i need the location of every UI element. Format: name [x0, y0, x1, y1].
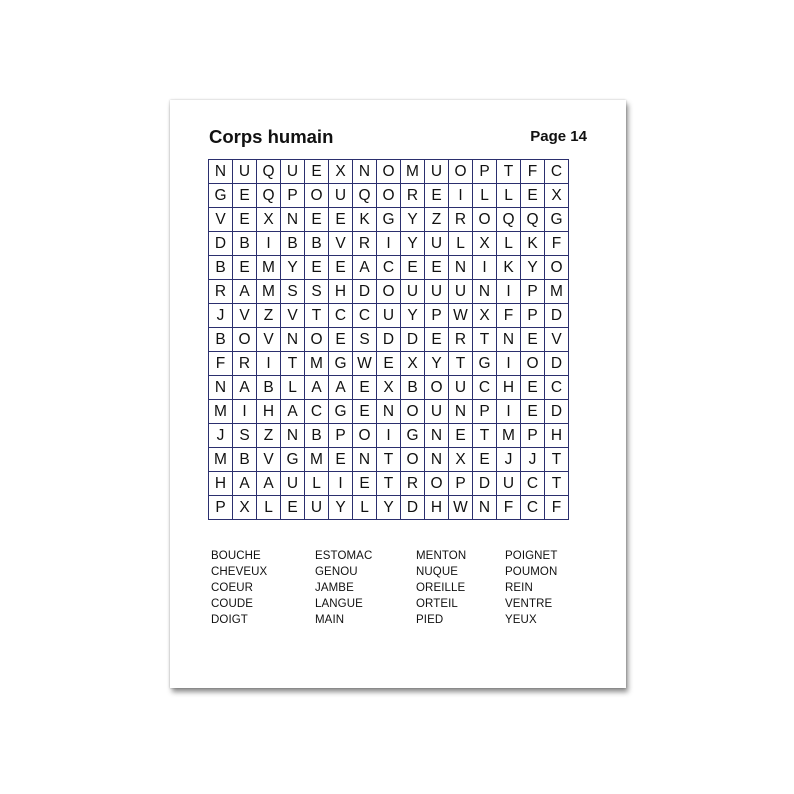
grid-cell: R: [449, 208, 473, 232]
grid-cell: O: [401, 400, 425, 424]
grid-cell: O: [377, 184, 401, 208]
grid-cell: X: [233, 496, 257, 520]
grid-cell: Q: [497, 208, 521, 232]
grid-cell: I: [329, 472, 353, 496]
grid-cell: G: [281, 448, 305, 472]
word-item: DOIGT: [211, 614, 248, 626]
grid-cell: N: [281, 424, 305, 448]
word-item: YEUX: [505, 614, 537, 626]
grid-cell: Z: [257, 424, 281, 448]
grid-cell: E: [233, 208, 257, 232]
word-item: COEUR: [211, 582, 254, 594]
grid-cell: M: [257, 280, 281, 304]
grid-cell: D: [209, 232, 233, 256]
grid-cell: X: [377, 376, 401, 400]
grid-cell: G: [377, 208, 401, 232]
grid-cell: S: [353, 328, 377, 352]
grid-cell: R: [353, 232, 377, 256]
grid-cell: D: [401, 328, 425, 352]
grid-cell: E: [425, 184, 449, 208]
grid-cell: E: [329, 448, 353, 472]
grid-cell: U: [449, 376, 473, 400]
grid-cell: M: [305, 448, 329, 472]
grid-cell: F: [545, 496, 569, 520]
grid-cell: A: [233, 472, 257, 496]
grid-cell: T: [497, 160, 521, 184]
grid-cell: P: [449, 472, 473, 496]
grid-cell: A: [281, 400, 305, 424]
grid-cell: N: [449, 256, 473, 280]
grid-cell: H: [329, 280, 353, 304]
grid-cell: Z: [257, 304, 281, 328]
grid-cell: H: [425, 496, 449, 520]
grid-cell: K: [353, 208, 377, 232]
grid-cell: O: [305, 184, 329, 208]
grid-cell: E: [425, 328, 449, 352]
grid-cell: V: [545, 328, 569, 352]
grid-cell: U: [233, 160, 257, 184]
grid-cell: P: [473, 400, 497, 424]
grid-cell: P: [521, 280, 545, 304]
grid-cell: W: [449, 304, 473, 328]
grid-cell: G: [545, 208, 569, 232]
grid-cell: L: [473, 184, 497, 208]
grid-cell: B: [257, 376, 281, 400]
grid-cell: S: [305, 280, 329, 304]
grid-cell: Q: [353, 184, 377, 208]
grid-cell: C: [545, 160, 569, 184]
grid-cell: T: [473, 424, 497, 448]
grid-cell: E: [305, 256, 329, 280]
word-item: JAMBE: [315, 582, 354, 594]
grid-cell: C: [473, 376, 497, 400]
grid-cell: N: [209, 376, 233, 400]
grid-cell: Q: [257, 184, 281, 208]
word-item: CHEVEUX: [211, 566, 268, 578]
grid-cell: B: [209, 328, 233, 352]
grid-cell: W: [449, 496, 473, 520]
grid-cell: V: [233, 304, 257, 328]
grid-cell: R: [209, 280, 233, 304]
grid-cell: C: [329, 304, 353, 328]
grid-cell: U: [329, 184, 353, 208]
grid-cell: T: [305, 304, 329, 328]
grid-cell: O: [401, 448, 425, 472]
word-item: LANGUE: [315, 598, 363, 610]
grid-cell: E: [305, 160, 329, 184]
grid-cell: T: [377, 472, 401, 496]
grid-cell: T: [545, 448, 569, 472]
grid-cell: Y: [281, 256, 305, 280]
word-item: NUQUE: [416, 566, 459, 578]
grid-cell: D: [473, 472, 497, 496]
grid-cell: A: [257, 472, 281, 496]
word-item: POIGNET: [505, 550, 558, 562]
grid-cell: J: [209, 424, 233, 448]
grid-cell: E: [281, 496, 305, 520]
grid-cell: P: [521, 424, 545, 448]
grid-cell: U: [497, 472, 521, 496]
grid-cell: R: [233, 352, 257, 376]
word-column: [315, 548, 372, 628]
grid-cell: E: [521, 328, 545, 352]
grid-cell: G: [209, 184, 233, 208]
grid-cell: U: [401, 280, 425, 304]
grid-cell: Y: [401, 232, 425, 256]
grid-cell: P: [521, 304, 545, 328]
grid-cell: P: [281, 184, 305, 208]
grid-cell: U: [281, 472, 305, 496]
grid-cell: J: [497, 448, 521, 472]
word-item: GENOU: [315, 566, 358, 578]
grid-cell: E: [329, 256, 353, 280]
grid-cell: N: [209, 160, 233, 184]
grid-cell: T: [377, 448, 401, 472]
grid-cell: X: [401, 352, 425, 376]
grid-cell: M: [401, 160, 425, 184]
grid-cell: E: [401, 256, 425, 280]
grid-cell: K: [521, 232, 545, 256]
grid-cell: O: [305, 328, 329, 352]
grid-cell: E: [473, 448, 497, 472]
word-item: BOUCHE: [211, 550, 261, 562]
word-item: POUMON: [505, 566, 558, 578]
grid-cell: X: [545, 184, 569, 208]
grid-cell: O: [377, 160, 401, 184]
grid-cell: F: [497, 304, 521, 328]
puzzle-page: [170, 100, 626, 688]
grid-cell: V: [281, 304, 305, 328]
grid-cell: O: [449, 160, 473, 184]
grid-cell: C: [353, 304, 377, 328]
grid-cell: B: [281, 232, 305, 256]
grid-cell: G: [473, 352, 497, 376]
word-item: ESTOMAC: [315, 550, 373, 562]
word-item: COUDE: [211, 598, 254, 610]
grid-cell: N: [497, 328, 521, 352]
word-item: ORTEIL: [416, 598, 458, 610]
grid-cell: E: [353, 376, 377, 400]
grid-cell: M: [209, 400, 233, 424]
grid-cell: O: [473, 208, 497, 232]
grid-cell: K: [497, 256, 521, 280]
grid-cell: S: [281, 280, 305, 304]
grid-cell: Y: [425, 352, 449, 376]
grid-cell: L: [305, 472, 329, 496]
grid-cell: O: [233, 328, 257, 352]
grid-cell: H: [545, 424, 569, 448]
grid-cell: N: [473, 280, 497, 304]
grid-cell: O: [425, 376, 449, 400]
grid-cell: T: [473, 328, 497, 352]
grid-cell: E: [233, 184, 257, 208]
grid-cell: L: [497, 232, 521, 256]
grid-cell: A: [329, 376, 353, 400]
grid-cell: P: [473, 160, 497, 184]
grid-cell: S: [233, 424, 257, 448]
grid-cell: N: [473, 496, 497, 520]
word-column: [416, 548, 466, 628]
grid-cell: H: [497, 376, 521, 400]
grid-cell: A: [305, 376, 329, 400]
grid-cell: L: [497, 184, 521, 208]
grid-cell: X: [449, 448, 473, 472]
grid-cell: V: [209, 208, 233, 232]
grid-cell: U: [281, 160, 305, 184]
grid-cell: V: [257, 328, 281, 352]
grid-cell: I: [473, 256, 497, 280]
grid-cell: X: [257, 208, 281, 232]
grid-cell: F: [497, 496, 521, 520]
grid-cell: I: [497, 280, 521, 304]
grid-cell: E: [521, 376, 545, 400]
grid-cell: I: [233, 400, 257, 424]
grid-cell: Q: [257, 160, 281, 184]
grid-cell: E: [329, 328, 353, 352]
grid-cell: O: [377, 280, 401, 304]
grid-cell: E: [449, 424, 473, 448]
grid-cell: U: [425, 280, 449, 304]
grid-cell: C: [521, 472, 545, 496]
grid-cell: H: [257, 400, 281, 424]
grid-cell: Y: [401, 208, 425, 232]
grid-cell: E: [521, 400, 545, 424]
grid-cell: D: [401, 496, 425, 520]
grid-cell: L: [281, 376, 305, 400]
grid-cell: A: [233, 280, 257, 304]
grid-cell: E: [377, 352, 401, 376]
grid-cell: O: [353, 424, 377, 448]
grid-cell: F: [209, 352, 233, 376]
grid-cell: N: [377, 400, 401, 424]
grid-cell: T: [545, 472, 569, 496]
grid-cell: E: [521, 184, 545, 208]
grid-cell: P: [425, 304, 449, 328]
grid-cell: I: [449, 184, 473, 208]
grid-cell: R: [449, 328, 473, 352]
grid-cell: D: [353, 280, 377, 304]
grid-cell: N: [281, 328, 305, 352]
grid-cell: Y: [401, 304, 425, 328]
grid-cell: U: [449, 280, 473, 304]
grid-cell: F: [545, 232, 569, 256]
grid-cell: G: [329, 352, 353, 376]
grid-cell: R: [401, 184, 425, 208]
grid-cell: U: [425, 232, 449, 256]
grid-cell: Y: [329, 496, 353, 520]
grid-cell: X: [329, 160, 353, 184]
grid-cell: M: [545, 280, 569, 304]
word-item: MAIN: [315, 614, 345, 626]
grid-cell: V: [329, 232, 353, 256]
grid-cell: I: [377, 232, 401, 256]
grid-cell: E: [425, 256, 449, 280]
grid-cell: E: [305, 208, 329, 232]
grid-cell: E: [353, 400, 377, 424]
grid-cell: Q: [521, 208, 545, 232]
grid-cell: O: [425, 472, 449, 496]
grid-cell: E: [329, 208, 353, 232]
grid-cell: I: [257, 232, 281, 256]
grid-cell: U: [425, 160, 449, 184]
grid-cell: P: [209, 496, 233, 520]
grid-cell: I: [497, 400, 521, 424]
grid-cell: N: [281, 208, 305, 232]
grid-cell: L: [449, 232, 473, 256]
grid-cell: E: [353, 472, 377, 496]
word-item: MENTON: [416, 550, 467, 562]
grid-cell: U: [305, 496, 329, 520]
grid-cell: L: [353, 496, 377, 520]
grid-cell: B: [233, 448, 257, 472]
word-column: [211, 548, 267, 628]
grid-cell: U: [425, 400, 449, 424]
word-item: REIN: [505, 582, 533, 594]
grid-cell: R: [401, 472, 425, 496]
grid-cell: Z: [425, 208, 449, 232]
grid-cell: C: [305, 400, 329, 424]
word-item: VENTRE: [505, 598, 553, 610]
grid-cell: T: [449, 352, 473, 376]
grid-cell: H: [209, 472, 233, 496]
grid-cell: N: [353, 448, 377, 472]
grid-cell: V: [257, 448, 281, 472]
grid-cell: O: [521, 352, 545, 376]
grid-cell: B: [305, 232, 329, 256]
grid-cell: B: [233, 232, 257, 256]
grid-cell: I: [257, 352, 281, 376]
grid-cell: P: [329, 424, 353, 448]
grid-cell: D: [545, 352, 569, 376]
grid-cell: A: [233, 376, 257, 400]
grid-cell: B: [305, 424, 329, 448]
grid-cell: B: [401, 376, 425, 400]
grid-cell: D: [377, 328, 401, 352]
grid-cell: C: [545, 376, 569, 400]
grid-cell: J: [209, 304, 233, 328]
page-title: Corps humain: [209, 126, 334, 147]
grid-cell: X: [473, 304, 497, 328]
grid-cell: Y: [521, 256, 545, 280]
grid-cell: O: [545, 256, 569, 280]
grid-cell: M: [305, 352, 329, 376]
grid-cell: Y: [377, 496, 401, 520]
word-column: [505, 548, 557, 628]
grid-cell: D: [545, 304, 569, 328]
grid-cell: N: [425, 448, 449, 472]
grid-cell: L: [257, 496, 281, 520]
word-list: [211, 548, 591, 638]
grid-cell: N: [449, 400, 473, 424]
grid-cell: T: [281, 352, 305, 376]
grid-cell: X: [473, 232, 497, 256]
grid-cell: G: [329, 400, 353, 424]
grid-cell: W: [353, 352, 377, 376]
word-item: OREILLE: [416, 582, 466, 594]
page-number: Page 14: [530, 128, 587, 145]
grid-cell: F: [521, 160, 545, 184]
grid-cell: N: [425, 424, 449, 448]
grid-cell: G: [401, 424, 425, 448]
grid-cell: E: [233, 256, 257, 280]
grid-cell: B: [209, 256, 233, 280]
grid-cell: C: [377, 256, 401, 280]
grid-cell: J: [521, 448, 545, 472]
word-item: PIED: [416, 614, 444, 626]
grid-cell: N: [353, 160, 377, 184]
grid-cell: M: [497, 424, 521, 448]
grid-cell: U: [377, 304, 401, 328]
grid-cell: D: [545, 400, 569, 424]
grid-cell: I: [377, 424, 401, 448]
letter-grid: [208, 159, 569, 520]
grid-cell: M: [209, 448, 233, 472]
grid-cell: C: [521, 496, 545, 520]
grid-cell: A: [353, 256, 377, 280]
grid-cell: I: [497, 352, 521, 376]
grid-cell: M: [257, 256, 281, 280]
